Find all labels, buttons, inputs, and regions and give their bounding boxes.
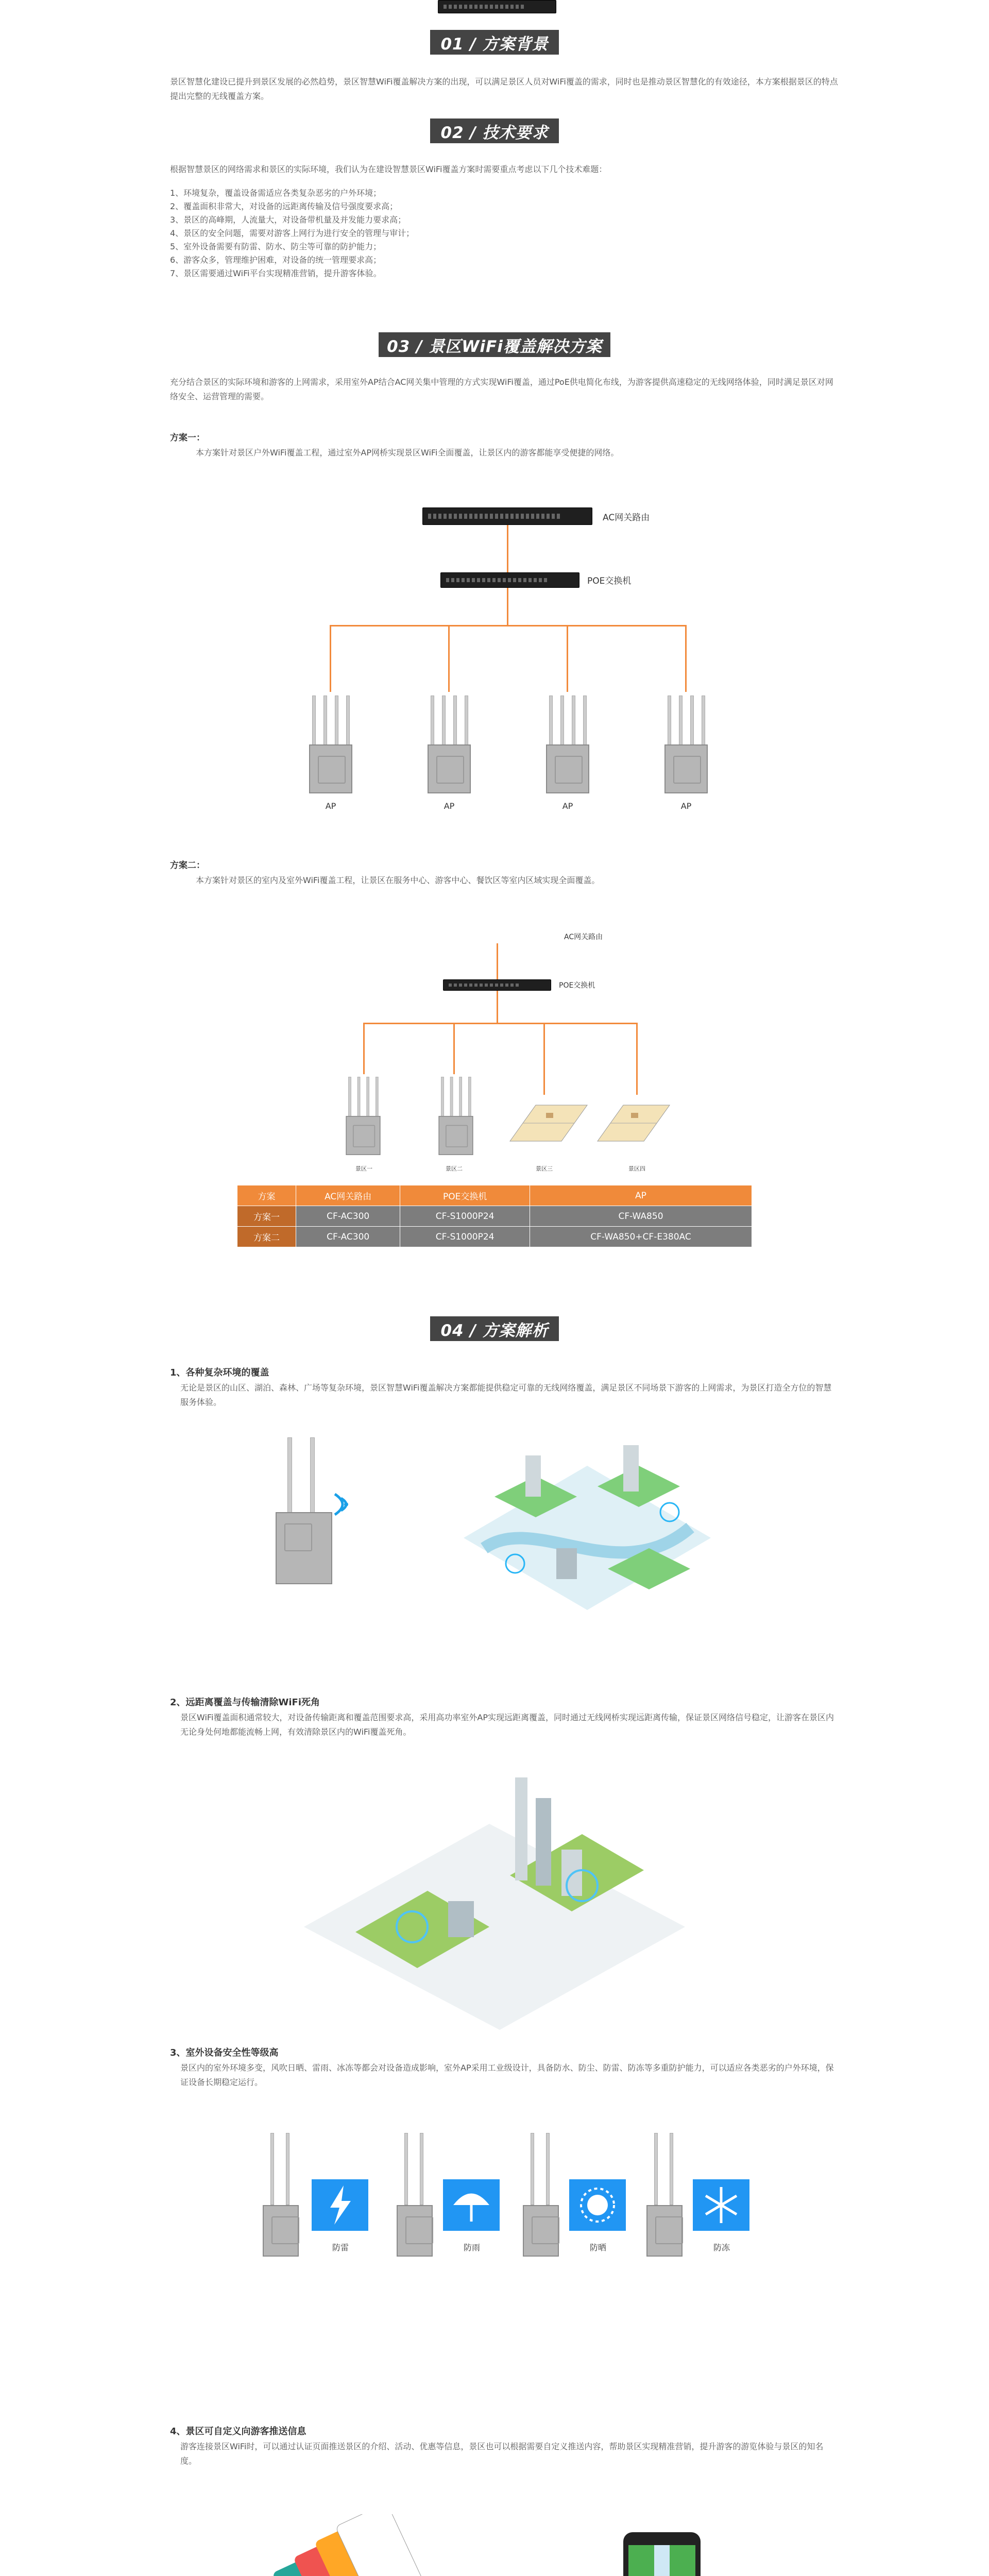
table-cell: CF-WA850 bbox=[530, 1206, 752, 1227]
section-title-solution: 03 / 景区WiFi覆盖解决方案 bbox=[379, 332, 610, 357]
option1-text: 本方案针对景区户外WiFi覆盖工程，通过室外AP网桥实现景区WiFi全面覆盖，让景区内的游客都能享受便捷的网络。 bbox=[196, 448, 619, 457]
scenic-area-map-illustration bbox=[453, 1435, 721, 1641]
ap-label: AP bbox=[562, 801, 573, 811]
ap-label: AP bbox=[680, 801, 692, 811]
solution-table bbox=[237, 1185, 752, 1247]
outdoor-ap bbox=[520, 2133, 561, 2262]
table-header-row bbox=[237, 1185, 752, 1206]
outdoor-ap bbox=[268, 1437, 340, 1592]
weather-label: 防雨 bbox=[464, 2243, 481, 2252]
point1-title: 1、各种复杂环境的覆盖 bbox=[170, 1367, 269, 1378]
ac-router-label: AC网关路由 bbox=[564, 933, 603, 941]
weather-label: 防晒 bbox=[590, 2243, 607, 2252]
outdoor-ap bbox=[343, 1077, 376, 1143]
link-line bbox=[497, 991, 498, 1023]
outdoor-ap bbox=[435, 1077, 468, 1143]
poe-switch-label: POE交换机 bbox=[559, 981, 595, 990]
area-label: 景区二 bbox=[446, 1165, 463, 1172]
table-header: 方案 bbox=[237, 1185, 296, 1206]
section-title-tech: 02 / 技术要求 bbox=[430, 118, 559, 143]
outdoor-ap bbox=[644, 2133, 685, 2262]
section-title-analysis: 04 / 方案解析 bbox=[430, 1316, 559, 1341]
ac-router-device bbox=[438, 0, 556, 13]
table-cell: CF-AC300 bbox=[296, 1206, 400, 1227]
link-line bbox=[636, 1023, 638, 1095]
tech-intro: 根据智慧景区的网络需求和景区的实际环境，我们认为在建设智慧景区WiFi覆盖方案时需要重点考虑以下几个技术难题： bbox=[170, 164, 607, 174]
snowflake-icon bbox=[693, 2179, 749, 2231]
point2-title: 2、远距离覆盖与传输清除WiFi死角 bbox=[170, 1697, 320, 1708]
link-line bbox=[448, 625, 450, 692]
umbrella-icon bbox=[443, 2179, 500, 2231]
link-line bbox=[453, 1023, 455, 1074]
tech-item: 2、覆盖面积非常大，对设备的远距离传输及信号强度要求高； bbox=[170, 201, 398, 211]
option1-label: 方案一： bbox=[170, 433, 205, 443]
weather-label: 防雷 bbox=[332, 2243, 349, 2252]
tech-item: 7、景区需要通过WiFi平台实现精准营销，提升游客体验。 bbox=[170, 268, 382, 278]
link-line bbox=[363, 1023, 636, 1024]
link-line bbox=[507, 588, 508, 625]
link-line bbox=[363, 1023, 365, 1074]
sun-icon bbox=[569, 2179, 626, 2231]
area-label: 景区三 bbox=[536, 1165, 553, 1172]
area-label: 景区一 bbox=[355, 1165, 372, 1172]
poe-switch-label: POE交换机 bbox=[587, 576, 632, 586]
table-cell: CF-S1000P24 bbox=[400, 1227, 530, 1247]
wifi-signal-icon bbox=[330, 1489, 361, 1520]
point3-title: 3、室外设备安全性等级高 bbox=[170, 2047, 279, 2058]
tech-item: 1、环境复杂，覆盖设备需适应各类复杂恶劣的户外环境； bbox=[170, 188, 382, 198]
outdoor-ap bbox=[305, 696, 356, 793]
point4-text: 游客连接景区WiFi时，可以通过认证页面推送景区的介绍、活动、优惠等信息，景区也可以根据需要自定义推送内容，帮助景区实现精准营销，提升游客的游览体验与景区的知名度。 bbox=[180, 2442, 824, 2466]
area-label: 景区四 bbox=[628, 1165, 645, 1172]
outdoor-ap bbox=[542, 696, 593, 793]
link-line bbox=[507, 525, 508, 572]
link-line bbox=[543, 1023, 545, 1095]
outdoor-ap bbox=[423, 696, 475, 793]
table-header: POE交换机 bbox=[400, 1185, 530, 1206]
option2-text: 本方案针对景区的室内及室外WiFi覆盖工程，让景区在服务中心、游客中心、餐饮区等室内区域实现全面覆盖。 bbox=[196, 875, 600, 885]
ap-label: AP bbox=[325, 801, 336, 811]
point4-title: 4、景区可自定义向游客推送信息 bbox=[170, 2426, 306, 2437]
point1-text: 无论是景区的山区、湖泊、森林、广场等复杂环境，景区智慧WiFi覆盖解决方案都能提供稳定可靠的无线网络覆盖，满足景区不同场景下游客的上网需求，为景区打造全方位的智慧服务体验。 bbox=[180, 1383, 832, 1407]
table-cell: CF-WA850+CF-E380AC bbox=[530, 1227, 752, 1247]
tech-item: 3、景区的高峰期，人流量大，对设备带机量及并发能力要求高； bbox=[170, 215, 406, 225]
point2-text: 景区WiFi覆盖面积通常较大，对设备传输距离和覆盖范围要求高，采用高功率室外AP实现远距离覆盖，同时通过无线网桥实现远距离传输，保证景区网络信号稳定，让游客在景区内无论身处何地都能流畅上网，有效清除景区内的WiFi覆盖死角。 bbox=[180, 1713, 834, 1737]
outdoor-ap bbox=[260, 2133, 301, 2262]
long-range-coverage-illustration bbox=[294, 1757, 695, 2045]
option2-label: 方案二： bbox=[170, 860, 205, 871]
section-title-background: 01 / 方案背景 bbox=[430, 30, 559, 55]
link-line bbox=[497, 943, 498, 979]
weather-label: 防冻 bbox=[713, 2243, 730, 2252]
outdoor-ap bbox=[394, 2133, 435, 2262]
link-line bbox=[685, 625, 687, 692]
link-line bbox=[330, 625, 331, 692]
table-header: AP bbox=[530, 1185, 752, 1206]
indoor-floorplan bbox=[505, 1095, 675, 1157]
table-cell: 方案二 bbox=[237, 1227, 296, 1247]
table-row bbox=[237, 1227, 752, 1247]
table-cell: CF-AC300 bbox=[296, 1227, 400, 1247]
table-row bbox=[237, 1206, 752, 1227]
poe-switch-device bbox=[440, 572, 579, 588]
poe-switch-device bbox=[443, 979, 551, 991]
tech-item: 4、景区的安全问题，需要对游客上网行为进行安全的管理与审计； bbox=[170, 228, 415, 238]
table-header: AC网关路由 bbox=[296, 1185, 400, 1206]
table-cell: CF-S1000P24 bbox=[400, 1206, 530, 1227]
background-text: 景区智慧化建设已提升到景区发展的必然趋势，景区智慧WiFi覆盖解决方案的出现，可以满足景区人员对WiFi覆盖的需求，同时也是推动景区智慧化的有效途径，本方案根据景区的特点提出完整的无线覆盖方案。 bbox=[170, 77, 838, 101]
tech-list bbox=[170, 187, 414, 280]
table-cell: 方案一 bbox=[237, 1206, 296, 1227]
outdoor-ap bbox=[660, 696, 712, 793]
tech-item: 6、游客众多，管理维护困难，对设备的统一管理要求高； bbox=[170, 255, 382, 265]
link-line bbox=[567, 625, 568, 692]
tech-item: 5、室外设备需要有防雷、防水、防尘等可靠的防护能力； bbox=[170, 242, 382, 251]
link-line bbox=[330, 625, 685, 626]
solution-intro: 充分结合景区的实际环境和游客的上网需求，采用室外AP结合AC网关集中管理的方式实现WiFi覆盖，通过PoE供电简化布线，为游客提供高速稳定的无线网络体验，同时满足景区对网络安全、运营管理的需要。 bbox=[170, 377, 833, 401]
phone-screens-fan-illustration bbox=[252, 2514, 469, 2576]
ac-router-label: AC网关路由 bbox=[603, 513, 650, 523]
phone-waterfall-illustration bbox=[603, 2527, 737, 2576]
ap-label: AP bbox=[444, 801, 455, 811]
ac-router-device bbox=[422, 507, 592, 525]
point3-text: 景区内的室外环境多变，风吹日晒、雷雨、冰冻等都会对设备造成影响，室外AP采用工业级设计，具备防水、防尘、防雷、防冻等多重防护能力，可以适应各类恶劣的户外环境，保证设备长期稳定运行。 bbox=[180, 2063, 834, 2087]
lightning-icon bbox=[312, 2179, 368, 2231]
